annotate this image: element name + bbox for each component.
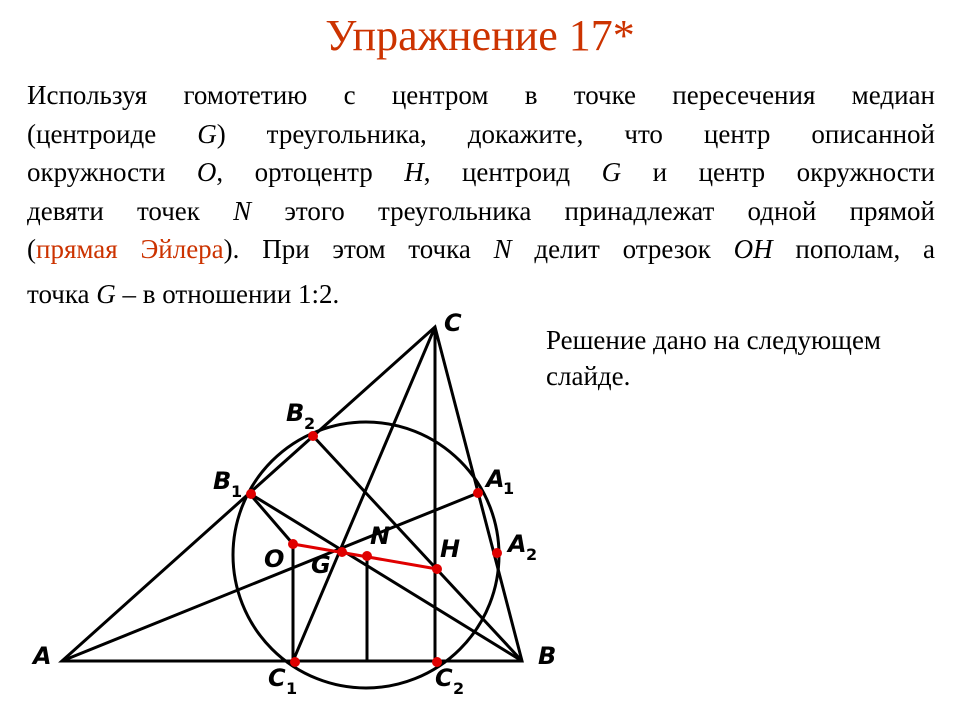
- point-h: [432, 564, 442, 574]
- point-a1: [473, 488, 483, 498]
- problem-statement: [27, 76, 935, 313]
- point-g: [337, 547, 347, 557]
- solution-note: Решение дано на следующем слайде.: [546, 325, 882, 391]
- problem-line-6: точка G – в отношении 1:2.: [27, 278, 340, 309]
- problem-line-3: окружности O, ортоцентр H, центроид G и центр окружности: [27, 157, 935, 187]
- label-b2: B: [286, 399, 305, 427]
- euler-line-figure: [0, 300, 960, 720]
- point-o: [288, 539, 298, 549]
- problem-line-5: (прямая Эйлера). При этом точка N делит отрезок OH пополам, а: [27, 234, 936, 264]
- label-c1: C: [268, 664, 286, 692]
- slide-title: Упражнение 17*: [325, 11, 635, 60]
- point-a2: [492, 548, 502, 558]
- label-a: A: [33, 642, 52, 670]
- problem-line-4: девяти точек N этого треугольника принадлежат одной прямой: [27, 195, 935, 226]
- segment-b1-o: [249, 493, 293, 544]
- point-c1: [290, 657, 300, 667]
- label-b1: B: [213, 467, 232, 495]
- label-a2-sub: 2: [526, 545, 538, 564]
- label-b: B: [538, 642, 557, 670]
- label-b2-sub: 2: [304, 414, 316, 433]
- label-c1-sub: 1: [286, 679, 298, 698]
- label-c2-sub: 2: [453, 679, 465, 698]
- problem-line-2: (центроиде G) треугольника, докажите, что центр описанной: [27, 118, 935, 149]
- label-c2: C: [435, 664, 453, 692]
- label-g: G: [311, 551, 331, 579]
- label-a1: A: [486, 465, 505, 493]
- label-c: C: [444, 309, 462, 337]
- median-c: [293, 327, 435, 661]
- problem-line-1: Используя гомотетию с центром в точке пересечения медиан: [27, 80, 935, 110]
- median-b: [249, 493, 522, 661]
- label-n: N: [370, 522, 391, 550]
- point-n: [362, 551, 372, 561]
- label-o: O: [264, 545, 285, 573]
- label-a1-sub: 1: [503, 479, 515, 498]
- label-a2: A: [508, 530, 527, 558]
- euler-line-term: прямая Эйлера: [36, 234, 224, 264]
- label-h: H: [440, 535, 461, 563]
- label-b1-sub: 1: [231, 482, 243, 501]
- point-b1: [246, 489, 256, 499]
